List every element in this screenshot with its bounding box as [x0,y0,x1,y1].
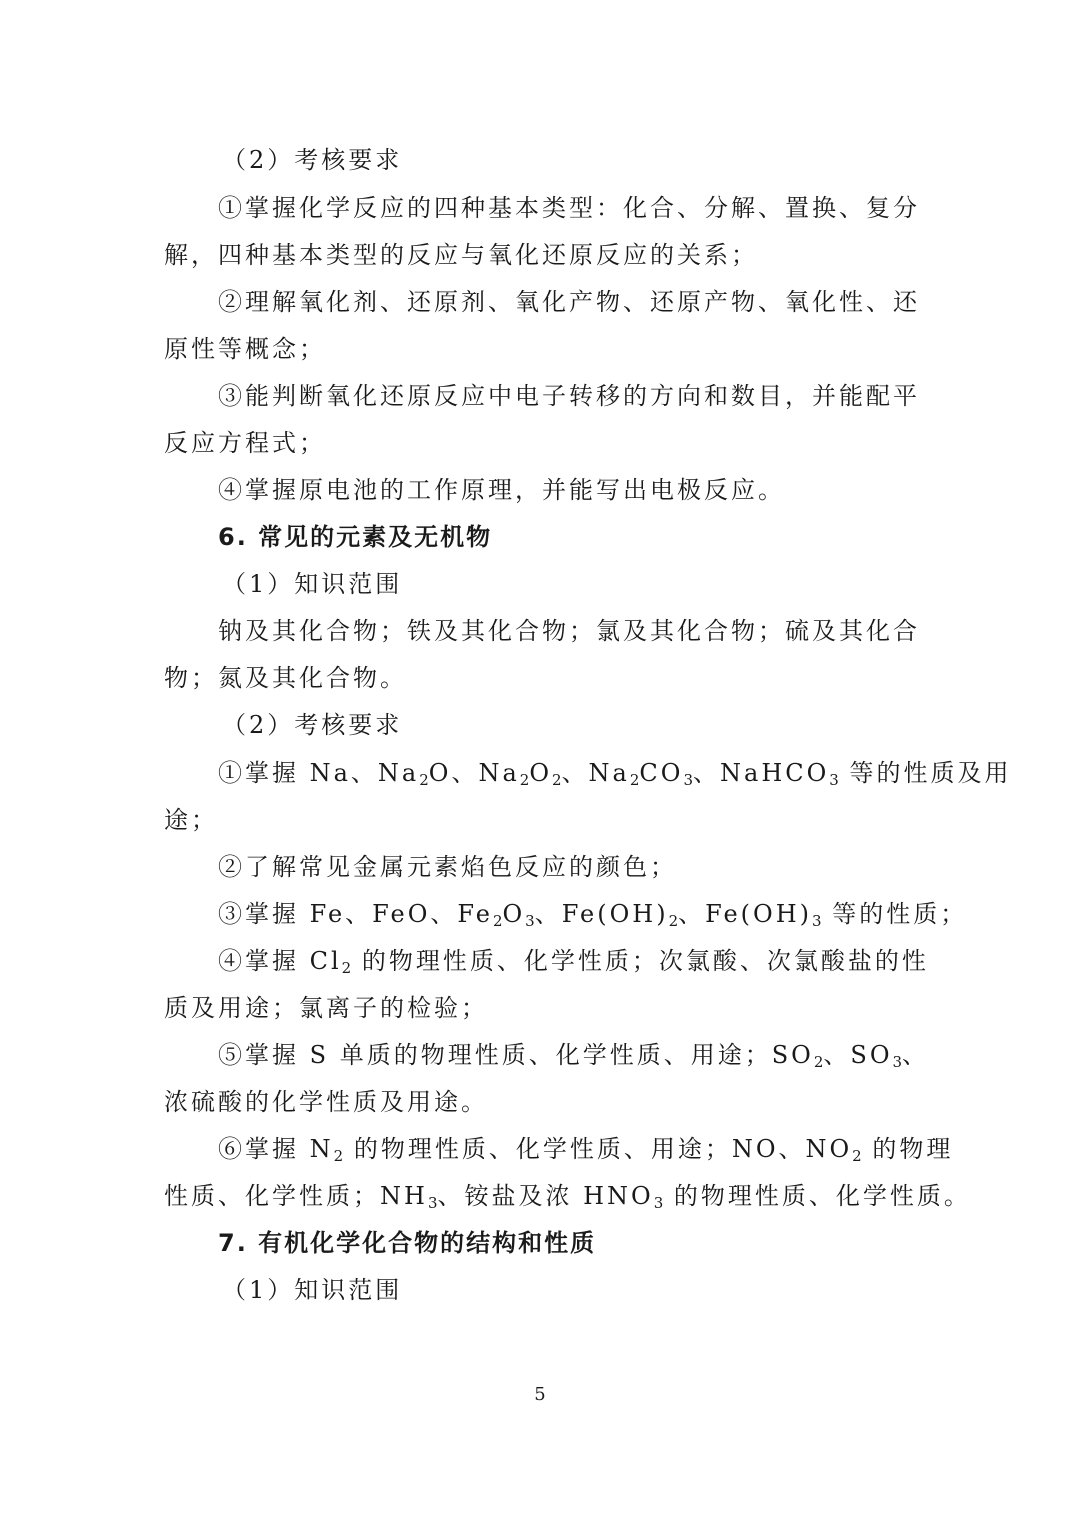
page-number: 5 [534,1384,546,1405]
subscript-digit: 2 [341,959,352,977]
text-line: 解，四种基本类型的反应与氧化还原反应的关系； [164,241,758,269]
subscript-digit: 3 [812,912,822,930]
text-line: ③掌握 Fe、FeO、$Fe_2O_3$、$Fe(OH)_2$、$Fe(OH)_3$ 等的性质； [218,900,968,930]
subscript-digit: 2 [813,1053,824,1071]
subscript-digit: 2 [629,771,640,789]
subscript-digit: 2 [333,1147,344,1165]
text-line: 质及用途；氯离子的检验； [164,994,488,1022]
subscript-digit: 2 [668,912,679,930]
text-line: ②了解常见金属元素焰色反应的颜色； [218,853,677,881]
text-line: ②理解氧化剂、还原剂、氧化产物、还原产物、氧化性、还 [218,288,920,316]
subscript-digit: 3 [653,1194,664,1212]
text-line: 物；氮及其化合物。 [164,664,407,692]
text-line: ③能判断氧化还原反应中电子转移的方向和数目，并能配平 [218,382,920,410]
text-line: ④掌握 $Cl_2$ 的物理性质、化学性质；次氯酸、次氯酸盐的性 [218,947,929,977]
section-heading-6: 6. 常见的元素及无机物 [218,523,493,551]
subscript-digit: 2 [519,771,530,789]
text-line: 钠及其化合物；铁及其化合物；氯及其化合物；硫及其化合 [218,617,920,645]
text-line: ①掌握化学反应的四种基本类型：化合、分解、置换、复分 [218,194,920,222]
subscript-digit: 3 [525,912,535,930]
subheading-knowledge-scope: （1）知识范围 [222,1276,403,1304]
subscript-digit: 3 [892,1053,903,1071]
subscript-digit: 2 [492,912,503,930]
text-line: 原性等概念； [164,335,326,363]
text-line: ①掌握 Na、$Na_2O$、$Na_2O_2$、$Na_2CO_3$、NaHCO$_3$ 等的性质及用 [218,759,1012,789]
subheading-assessment-requirements: （2）考核要求 [222,711,403,739]
subscript-digit: 3 [683,771,694,789]
subheading-assessment-requirements: （2）考核要求 [222,146,403,174]
subscript-digit: 2 [419,771,429,789]
subscript-digit: 2 [852,1147,862,1165]
text-line: ⑤掌握 S 单质的物理性质、化学性质、用途；$SO_2$、$SO_3$、 [218,1041,930,1071]
subscript-digit: 2 [552,771,562,789]
text-line: 性质、化学性质；$NH_3$、铵盐及浓 $HNO_3$ 的物理性质、化学性质。 [164,1182,971,1212]
text-line: ⑥掌握 $N_2$ 的物理性质、化学性质、用途；NO、$NO_2$ 的物理 [218,1135,954,1165]
text-line: 浓硫酸的化学性质及用途。 [164,1088,488,1116]
section-heading-7: 7. 有机化学化合物的结构和性质 [218,1229,597,1257]
text-line: 途； [164,806,218,834]
text-line: ④掌握原电池的工作原理，并能写出电极反应。 [218,476,785,504]
subheading-knowledge-scope: （1）知识范围 [222,570,403,598]
subscript-digit: 3 [427,1194,438,1212]
text-line: 反应方程式； [164,429,326,457]
subscript-digit: 3 [829,771,839,789]
